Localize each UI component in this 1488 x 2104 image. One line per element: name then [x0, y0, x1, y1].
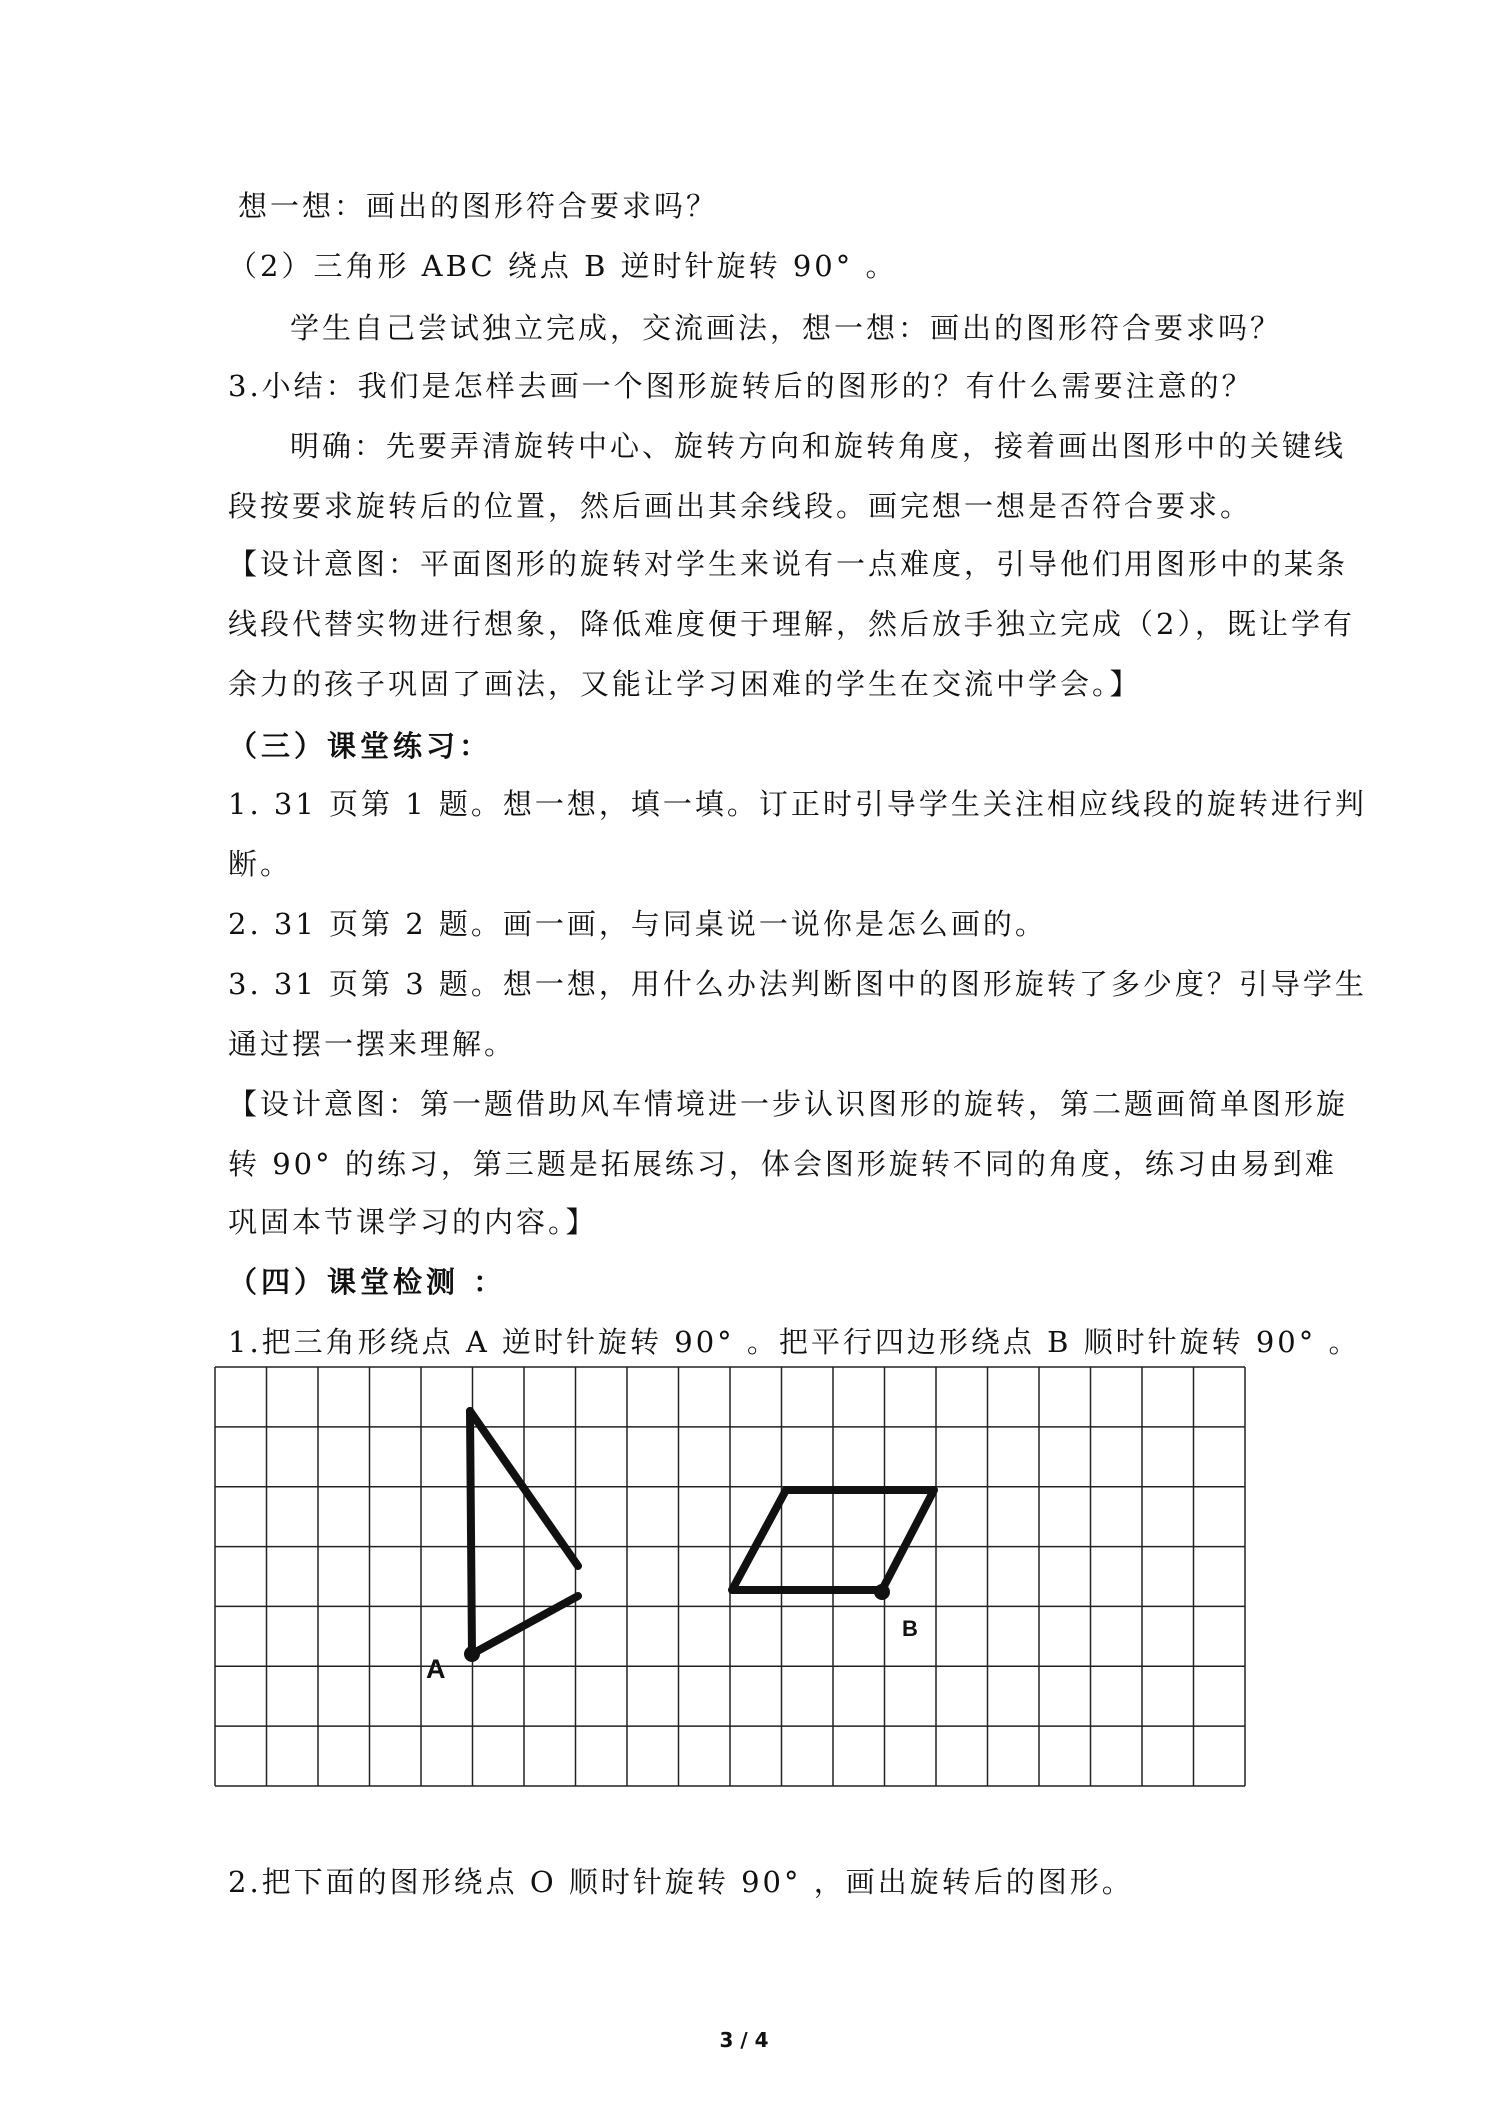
point-a-dot	[464, 1646, 480, 1662]
grid-figure-svg	[214, 1366, 1246, 1787]
point-b-label: B	[902, 1616, 918, 1641]
text-line-12: 断。	[228, 847, 293, 881]
grid-lines	[215, 1367, 1245, 1786]
design-intent-line-5: 转 90° 的练习，第三题是拓展练习，体会图形旋转不同的角度，练习由易到难	[228, 1147, 1337, 1181]
design-intent-line-3: 余力的孩子巩固了画法，又能让学习困难的学生在交流中学会。】	[228, 667, 1142, 701]
design-intent-line-1: 【设计意图：平面图形的旋转对学生来说有一点难度，引导他们用图形中的某条	[228, 547, 1349, 581]
text-line-6: 段按要求旋转后的位置，然后画出其余线段。画完想一想是否符合要求。	[228, 489, 1253, 523]
text-line-21: 2.把下面的图形绕点 O 顺时针旋转 90° ，画出旋转后的图形。	[228, 1865, 1134, 1899]
grid-figure	[214, 1366, 1246, 1787]
page-number: 3 / 4	[719, 2028, 769, 2052]
text-line-11: 1. 31 页第 1 题。想一想，填一填。订正时引导学生关注相应线段的旋转进行判	[228, 787, 1367, 821]
text-line-3: 学生自己尝试独立完成，交流画法，想一想：画出的图形符合要求吗？	[290, 311, 1283, 345]
text-line-5: 明确：先要弄清旋转中心、旋转方向和旋转角度，接着画出图形中的关键线	[290, 429, 1347, 463]
section-heading-test: （四）课堂检测 ：	[228, 1265, 507, 1299]
design-intent-line-2: 线段代替实物进行想象，降低难度便于理解，然后放手独立完成（2），既让学有	[228, 607, 1355, 641]
design-intent-line-4: 【设计意图：第一题借助风车情境进一步认识图形的旋转，第二题画简单图形旋	[228, 1087, 1349, 1121]
text-line-4: 3.小结：我们是怎样去画一个图形旋转后的图形的？有什么需要注意的？	[228, 369, 1254, 403]
text-line-1: 想一想：画出的图形符合要求吗？	[238, 189, 719, 223]
text-line-14: 3. 31 页第 3 题。想一想，用什么办法判断图中的图形旋转了多少度？引导学生	[228, 967, 1367, 1001]
section-heading-practice: （三）课堂练习：	[228, 729, 493, 763]
design-intent-line-6: 巩固本节课学习的内容。】	[228, 1205, 598, 1239]
point-a-label: A	[426, 1654, 446, 1684]
text-line-13: 2. 31 页第 2 题。画一画，与同桌说一说你是怎么画的。	[228, 907, 1047, 941]
text-line-20: 1.把三角形绕点 A 逆时针旋转 90° 。把平行四边形绕点 B 顺时针旋转 90° 。	[228, 1325, 1361, 1359]
text-line-2: （2）三角形 ABC 绕点 B 逆时针旋转 90° 。	[228, 249, 898, 283]
text-line-15: 通过摆一摆来理解。	[228, 1027, 517, 1061]
point-b-dot	[874, 1584, 890, 1600]
